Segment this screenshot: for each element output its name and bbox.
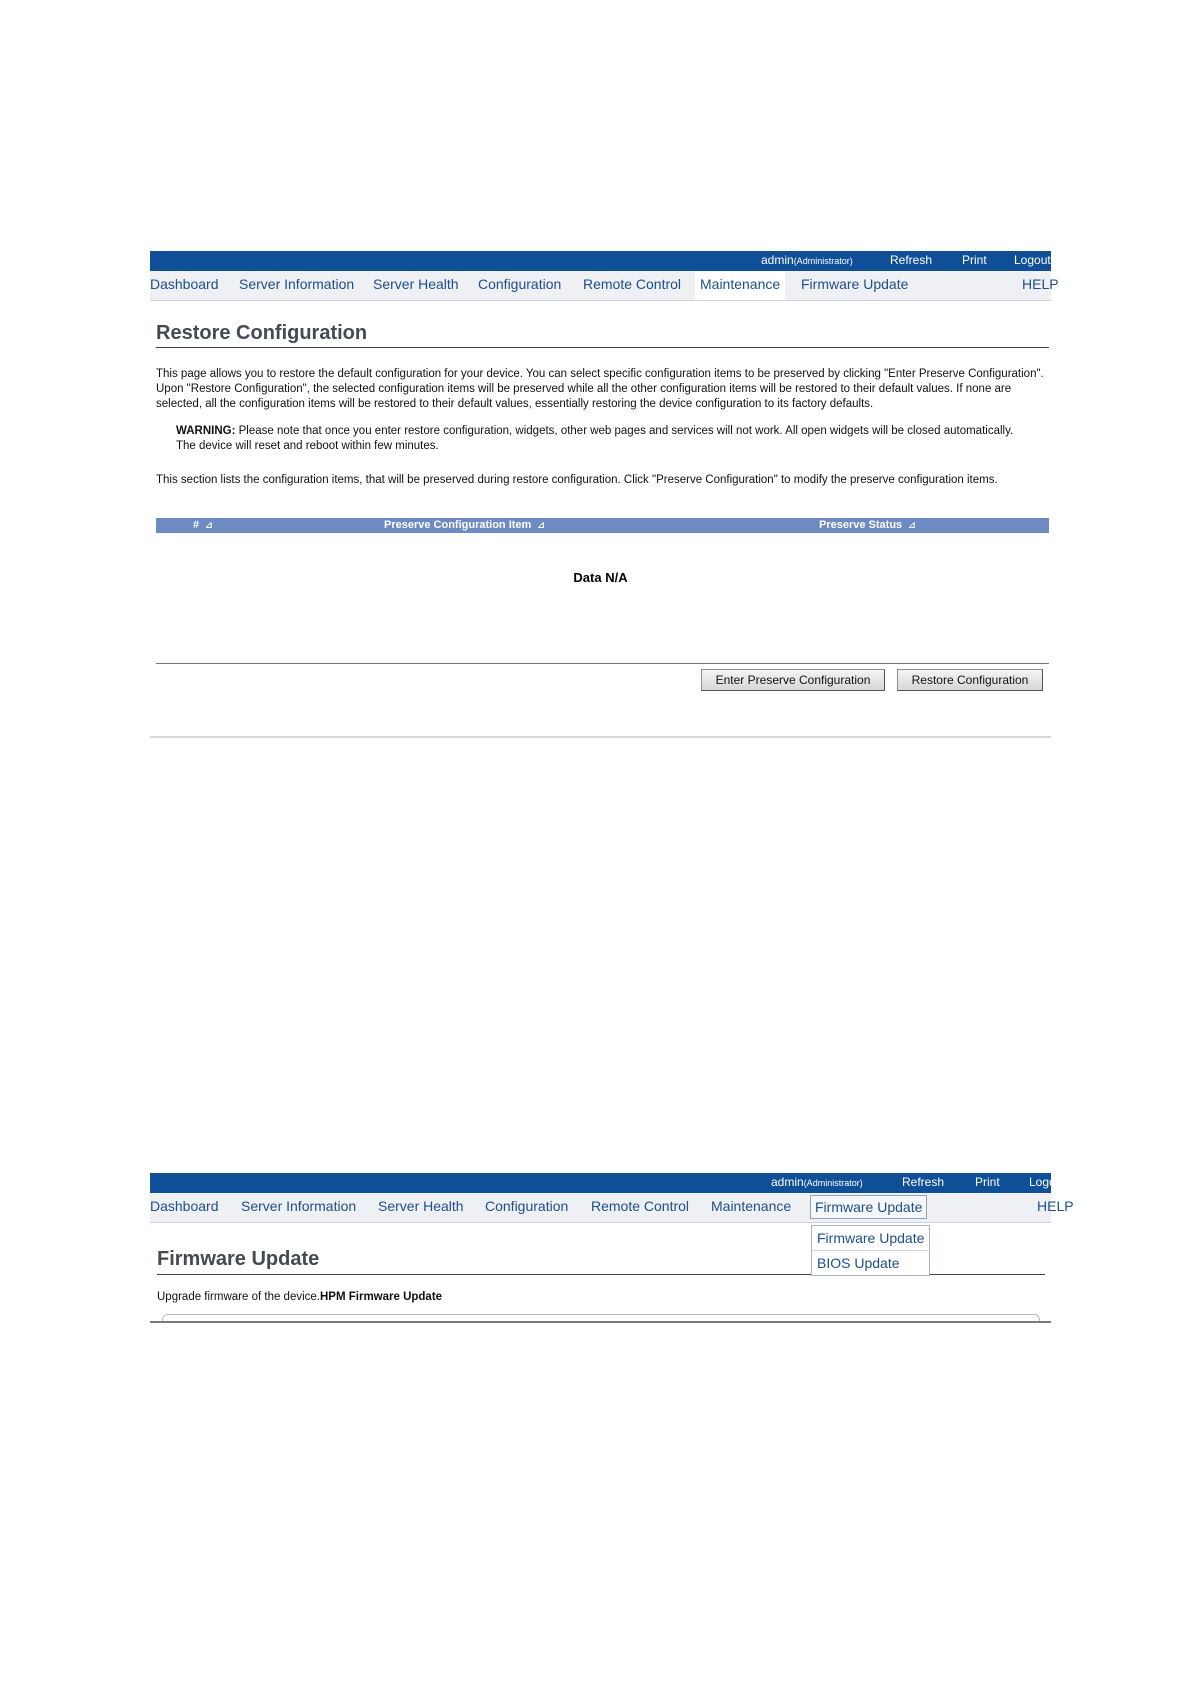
sort-icon: ⊿ bbox=[205, 520, 213, 530]
current-user bbox=[771, 1175, 863, 1189]
user-role: (Administrator) bbox=[793, 256, 853, 266]
warning-text bbox=[176, 424, 1016, 454]
nav-dashboard[interactable]: Dashboard bbox=[150, 276, 219, 292]
nav-configuration[interactable]: Configuration bbox=[478, 276, 562, 292]
column-status-label: Preserve Status bbox=[819, 519, 903, 531]
nav-maintenance[interactable]: Maintenance bbox=[695, 271, 785, 300]
print-link[interactable]: Print bbox=[962, 253, 987, 267]
main-nav bbox=[150, 1193, 1074, 1223]
page-bottom-divider bbox=[150, 1321, 1051, 1323]
firmware-update-screenshot bbox=[150, 1173, 1074, 1325]
nav-help[interactable]: HELP bbox=[1037, 1198, 1074, 1214]
page-title: Firmware Update bbox=[157, 1248, 320, 1270]
firmware-update-dropdown bbox=[811, 1225, 930, 1276]
preserve-table-header bbox=[156, 518, 1049, 533]
warning-label: WARNING: bbox=[176, 425, 236, 437]
hpm-firmware-update-label: HPM Firmware Update bbox=[320, 1291, 443, 1303]
print-link[interactable]: Print bbox=[975, 1175, 1000, 1189]
user-role: (Administrator) bbox=[803, 1178, 863, 1188]
current-user bbox=[761, 253, 853, 267]
nav-remote-control[interactable]: Remote Control bbox=[591, 1198, 690, 1214]
column-number-label: # bbox=[193, 519, 200, 531]
top-bar bbox=[150, 251, 1051, 271]
description-text: Upgrade firmware of the device. bbox=[157, 1291, 320, 1303]
empty-table-message: Data N/A bbox=[573, 570, 628, 585]
section-text: This section lists the configuration items, that will be preserved during restore configuration. Click "Preserve Configuration" to modify the preserve configuration items. bbox=[156, 474, 998, 486]
column-item-label: Preserve Configuration Item bbox=[384, 519, 532, 531]
page-title: Restore Configuration bbox=[156, 322, 368, 344]
column-number[interactable] bbox=[193, 519, 213, 531]
nav-remote-control[interactable]: Remote Control bbox=[583, 276, 682, 292]
refresh-link[interactable]: Refresh bbox=[890, 253, 933, 267]
column-preserve-status[interactable] bbox=[819, 519, 916, 531]
refresh-link[interactable]: Refresh bbox=[902, 1175, 945, 1189]
intro-text: This page allows you to restore the default configuration for your device. You can select specific configuration items to be preserved by clicking "Enter Preserve Configuration". Upon "Restore Configuration", the selected configuration items will be preserved while all the other configuration items will be restored to their default values. If none are selected, all the configuration items will be restored to their default values, essentially restoring the device configuration to its factory defaults. bbox=[156, 368, 1044, 410]
nav-server-health[interactable]: Server Health bbox=[373, 276, 459, 292]
sort-icon: ⊿ bbox=[908, 520, 916, 530]
enter-preserve-configuration-button[interactable]: Enter Preserve Configuration bbox=[701, 669, 885, 691]
nav-server-information[interactable]: Server Information bbox=[241, 1198, 357, 1214]
warning-body: Please note that once you enter restore configuration, widgets, other web pages and services will not work. All open widgets will be closed automatically. The device will reset and reboot within few minutes. bbox=[176, 425, 1014, 452]
nav-firmware-update[interactable]: Firmware Update bbox=[801, 276, 909, 292]
sort-icon: ⊿ bbox=[537, 520, 545, 530]
title-divider bbox=[156, 347, 1049, 348]
main-nav bbox=[150, 271, 1059, 301]
logout-link[interactable]: Logout bbox=[1014, 253, 1051, 267]
nav-server-health[interactable]: Server Health bbox=[378, 1198, 464, 1214]
nav-server-information[interactable]: Server Information bbox=[239, 276, 355, 292]
logout-link[interactable]: Logout bbox=[1029, 1175, 1066, 1189]
page-bottom-divider bbox=[150, 736, 1051, 738]
restore-configuration-button[interactable]: Restore Configuration bbox=[897, 669, 1043, 691]
nav-configuration[interactable]: Configuration bbox=[485, 1198, 569, 1214]
restore-configuration-screenshot bbox=[150, 251, 1059, 741]
user-name: admin bbox=[761, 253, 794, 267]
dropdown-firmware-update[interactable]: Firmware Update bbox=[812, 1226, 929, 1251]
table-bottom-divider bbox=[156, 663, 1049, 664]
nav-maintenance[interactable]: Maintenance bbox=[711, 1198, 792, 1214]
nav-firmware-update[interactable]: Firmware Update bbox=[810, 1195, 927, 1219]
user-name: admin bbox=[771, 1175, 804, 1189]
top-bar bbox=[150, 1173, 1066, 1193]
firmware-description bbox=[157, 1290, 1037, 1305]
nav-dashboard[interactable]: Dashboard bbox=[150, 1198, 219, 1214]
dropdown-bios-update[interactable]: BIOS Update bbox=[817, 1255, 900, 1271]
nav-help[interactable]: HELP bbox=[1022, 276, 1059, 292]
column-preserve-item[interactable] bbox=[384, 519, 545, 531]
